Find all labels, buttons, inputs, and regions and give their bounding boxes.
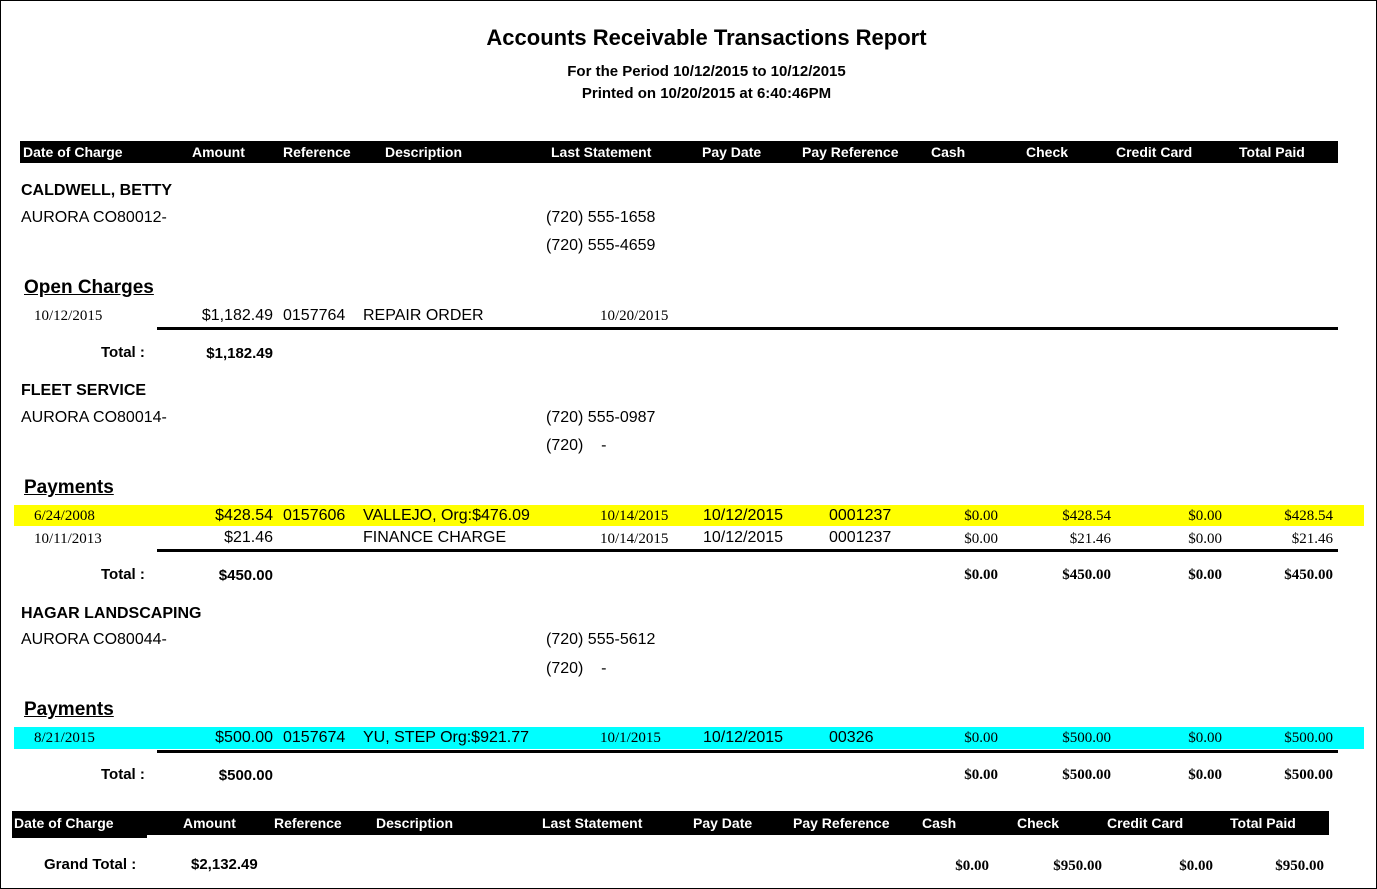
customer-phone: (720) 555-4659 — [546, 237, 656, 254]
row-description: VALLEJO, Org:$476.09 — [363, 507, 530, 524]
row-underline — [157, 750, 1338, 753]
total-label: Total : — [101, 566, 145, 583]
col-amount: Amount — [192, 144, 245, 160]
col-reference: Reference — [283, 144, 351, 160]
customer-address: AURORA CO80014- — [21, 409, 167, 426]
row-last-statement: 10/14/2015 — [600, 508, 669, 524]
row-description: REPAIR ORDER — [363, 307, 484, 324]
row-date: 6/24/2008 — [34, 508, 95, 524]
total-credit-card: $0.00 — [1188, 767, 1222, 783]
col-pay-reference: Pay Reference — [793, 815, 890, 831]
customer-phone: (720) 555-5612 — [546, 631, 656, 648]
row-pay-date: 10/12/2015 — [703, 529, 784, 546]
total-check: $500.00 — [1062, 767, 1111, 783]
col-cash: Cash — [922, 815, 957, 831]
row-credit-card: $0.00 — [1188, 508, 1222, 524]
total-cash: $0.00 — [964, 567, 998, 583]
col-check: Check — [1017, 815, 1060, 831]
total-label: Total : — [101, 766, 145, 783]
row-reference: 0157674 — [283, 729, 346, 746]
col-pay-date: Pay Date — [693, 815, 753, 831]
row-date: 8/21/2015 — [34, 730, 95, 746]
report-printed: Printed on 10/20/2015 at 6:40:46PM — [581, 85, 832, 102]
customer-name: CALDWELL, BETTY — [21, 182, 173, 199]
row-cash: $0.00 — [964, 531, 998, 547]
row-cash: $0.00 — [964, 730, 998, 746]
customer-name: HAGAR LANDSCAPING — [21, 605, 202, 622]
total-total-paid: $450.00 — [1284, 567, 1333, 583]
row-description: YU, STEP Org:$921.77 — [363, 729, 530, 746]
total-total-paid: $500.00 — [1284, 767, 1333, 783]
row-total-paid: $428.54 — [1284, 508, 1333, 524]
grand-total-credit-card: $0.00 — [1179, 858, 1213, 874]
col-credit-card: Credit Card — [1107, 815, 1184, 831]
row-underline — [157, 327, 1338, 330]
row-reference: 0157606 — [283, 507, 346, 524]
row-description: FINANCE CHARGE — [363, 529, 507, 546]
row-pay-reference: 00326 — [829, 729, 874, 746]
total-amount: $450.00 — [218, 567, 273, 584]
row-date: 10/12/2015 — [34, 308, 103, 324]
col-last-statement: Last Statement — [542, 815, 643, 831]
row-pay-reference: 0001237 — [829, 507, 892, 524]
row-check: $21.46 — [1069, 531, 1111, 547]
col-credit-card: Credit Card — [1116, 144, 1193, 160]
row-pay-date: 10/12/2015 — [703, 729, 784, 746]
total-check: $450.00 — [1062, 567, 1111, 583]
row-amount: $428.54 — [215, 507, 273, 524]
col-date-of-charge: Date of Charge — [23, 144, 123, 160]
col-last-statement: Last Statement — [551, 144, 652, 160]
total-cash: $0.00 — [964, 767, 998, 783]
customer-address: AURORA CO80044- — [21, 631, 167, 648]
row-amount: $21.46 — [224, 529, 273, 546]
row-date: 10/11/2013 — [34, 531, 102, 547]
customer-phone: (720) - — [546, 660, 607, 677]
grand-total-check: $950.00 — [1053, 858, 1102, 874]
row-last-statement: 10/1/2015 — [600, 730, 661, 746]
col-pay-date: Pay Date — [702, 144, 762, 160]
col-date-of-charge: Date of Charge — [14, 815, 114, 831]
col-pay-reference: Pay Reference — [802, 144, 899, 160]
col-total-paid: Total Paid — [1239, 144, 1305, 160]
row-last-statement: 10/20/2015 — [600, 308, 669, 324]
row-pay-reference: 0001237 — [829, 529, 892, 546]
row-amount: $1,182.49 — [201, 307, 273, 324]
row-check: $428.54 — [1062, 508, 1111, 524]
customer-address: AURORA CO80012- — [21, 209, 167, 226]
col-amount: Amount — [183, 815, 236, 831]
report-title: Accounts Receivable Transactions Report — [486, 25, 927, 50]
col-reference: Reference — [274, 815, 342, 831]
grand-total-cash: $0.00 — [955, 858, 989, 874]
row-underline — [157, 549, 1338, 552]
col-total-paid: Total Paid — [1230, 815, 1296, 831]
customer-name: FLEET SERVICE — [21, 382, 147, 399]
customer-phone: (720) 555-0987 — [546, 409, 656, 426]
total-label: Total : — [101, 344, 145, 361]
col-description: Description — [385, 144, 463, 160]
section-heading: Payments — [24, 699, 114, 720]
total-credit-card: $0.00 — [1188, 567, 1222, 583]
section-heading: Payments — [24, 477, 114, 498]
row-total-paid: $500.00 — [1284, 730, 1333, 746]
total-amount: $500.00 — [218, 767, 273, 784]
col-description: Description — [376, 815, 454, 831]
row-check: $500.00 — [1062, 730, 1111, 746]
row-credit-card: $0.00 — [1188, 730, 1222, 746]
row-cash: $0.00 — [964, 508, 998, 524]
row-total-paid: $21.46 — [1291, 531, 1333, 547]
row-last-statement: 10/14/2015 — [600, 531, 669, 547]
report-period: For the Period 10/12/2015 to 10/12/2015 — [567, 63, 846, 80]
row-pay-date: 10/12/2015 — [703, 507, 784, 524]
customer-phone: (720) - — [546, 437, 607, 454]
col-cash: Cash — [931, 144, 966, 160]
section-heading: Open Charges — [24, 277, 154, 298]
row-credit-card: $0.00 — [1188, 531, 1222, 547]
col-check: Check — [1026, 144, 1069, 160]
row-amount: $500.00 — [215, 729, 273, 746]
grand-total-label: Grand Total : — [44, 856, 137, 873]
grand-total-amount: $2,132.49 — [191, 856, 258, 873]
grand-total-total-paid: $950.00 — [1275, 858, 1324, 874]
customer-phone: (720) 555-1658 — [546, 209, 656, 226]
total-amount: $1,182.49 — [206, 345, 273, 362]
row-reference: 0157764 — [283, 307, 346, 324]
